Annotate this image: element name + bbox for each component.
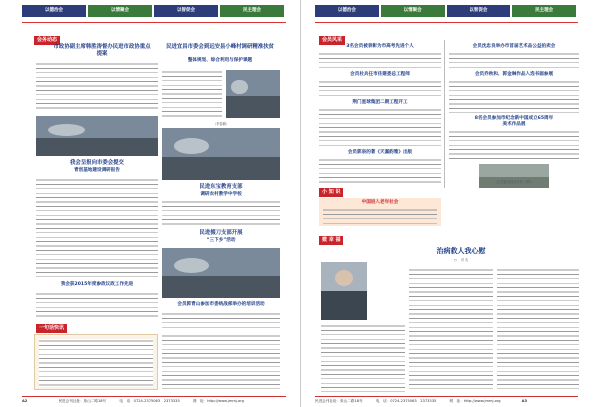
article-title: 会员沈忠良举办市首届艺术品公益拍卖会 [472, 44, 556, 49]
article-body [162, 312, 280, 330]
article-title: 荆门星球集团二期工程开工 [352, 100, 408, 105]
article-title: 民进掇刀支部开展 [199, 230, 243, 236]
banner-item: 以情聚会 [88, 5, 152, 17]
article-title: 民进东宝教育支部 [199, 184, 243, 190]
article-body [319, 52, 441, 70]
column-divider [444, 40, 445, 188]
page-footer [22, 396, 286, 404]
article-title: 我会呈报向市委会提交 [70, 160, 124, 166]
article-photo [162, 128, 280, 180]
header-rule [315, 22, 578, 23]
byline: （李春鹏） [213, 122, 229, 126]
page-number: A3 [521, 399, 527, 403]
article-subtitle: 美术作品展 [502, 122, 526, 127]
tip-box [319, 198, 441, 226]
article-body [162, 334, 280, 390]
header-rule [22, 22, 286, 23]
footer-web: 网 址：http://www.jmmj.org [192, 399, 244, 403]
author-photo [321, 262, 367, 320]
article-body [36, 62, 158, 112]
article-title: 会员郭泉的著《天嘉韵雅》出版 [347, 150, 413, 155]
article-body [36, 178, 158, 278]
page-number: A2 [22, 399, 28, 403]
article-subtitle: 青创基地建设调研报告 [74, 168, 120, 173]
banner-item: 民主理会 [512, 5, 576, 17]
banner-item: 以德治会 [22, 5, 86, 17]
footer-phone: 电 话：0724-2375063 2373335 [375, 399, 437, 403]
article-subtitle: 调研农村教学中学校 [200, 192, 242, 197]
article-body [449, 80, 579, 114]
artwork-photo [479, 164, 549, 188]
article-title: 我会获2015年度参政议政工作先进 [60, 282, 134, 287]
article-body [162, 200, 280, 226]
article-photo [162, 248, 280, 298]
footer-phone: 电 话：0724-2375063 2373335 [119, 399, 180, 403]
page-footer [315, 396, 578, 404]
footer-address: 民进会刊社址：象山二路18号 [315, 399, 363, 403]
article-photo [36, 116, 158, 156]
banner-item: 以智促会 [447, 5, 511, 17]
essay-title: 治病救人我心慰 [436, 247, 486, 255]
brief-body [39, 339, 153, 387]
footer-web: 网 址：http://www.jmmj.org [449, 399, 501, 403]
brief-tag: 一句话快讯 [36, 324, 67, 333]
article-photo [226, 70, 280, 118]
tip-title: 中国进入老年社会 [361, 200, 399, 205]
article-body [36, 292, 158, 320]
article-subtitle: “三下乡”活动 [206, 238, 236, 243]
footer-address: 民进会刊社址：象山二路18号 [58, 399, 107, 403]
essay-tag: 微 幸 福 [319, 236, 343, 245]
essay-body [409, 268, 493, 392]
section-tag: 会员风采 [319, 36, 345, 45]
article-title: 会员杜兵任市住建委总工程师 [350, 72, 410, 77]
article-title: 会员乔秋和、郭金琳作品入选书画参展 [474, 72, 554, 77]
article-title: 市政协副主席韩胜涛督办民进市政协重点提案 [53, 44, 151, 57]
tip-tag: 小 知 识 [319, 188, 343, 197]
article-body [162, 70, 222, 120]
article-body [319, 158, 441, 186]
essay-body [497, 268, 579, 392]
article-body [449, 52, 579, 70]
brief-box [34, 334, 158, 390]
article-title: 8名会员参加市纪念新中国成立65周年 [474, 116, 554, 121]
banner-item: 以智促会 [154, 5, 218, 17]
tip-body [323, 208, 437, 224]
essay-byline: ○ 冯 友 [453, 258, 469, 262]
banner-item: 以德治会 [315, 5, 379, 17]
article-body [319, 80, 441, 98]
article-body [449, 130, 579, 162]
photo-caption: （会员夏春刘吉作品《梦》） [494, 180, 534, 184]
section-tag: 会务动态 [34, 36, 60, 45]
banner-item: 民主理会 [220, 5, 284, 17]
banner-item: 以情聚会 [381, 5, 445, 17]
article-title: 民进宜昌市委会到远安县小峰村调研精准扶贫 [166, 44, 274, 50]
right-banner [315, 5, 578, 17]
article-body [319, 108, 441, 148]
article-title: 会员郭青山参加市委统战部举办的培训活动 [177, 302, 265, 307]
article-title: 3名会员被表彰为市高考先进个人 [346, 44, 414, 49]
article-subtitle: 整体规划、综合利用与保护课题 [187, 58, 253, 63]
page-right [300, 0, 600, 407]
left-banner [22, 5, 286, 17]
essay-body [321, 324, 405, 392]
